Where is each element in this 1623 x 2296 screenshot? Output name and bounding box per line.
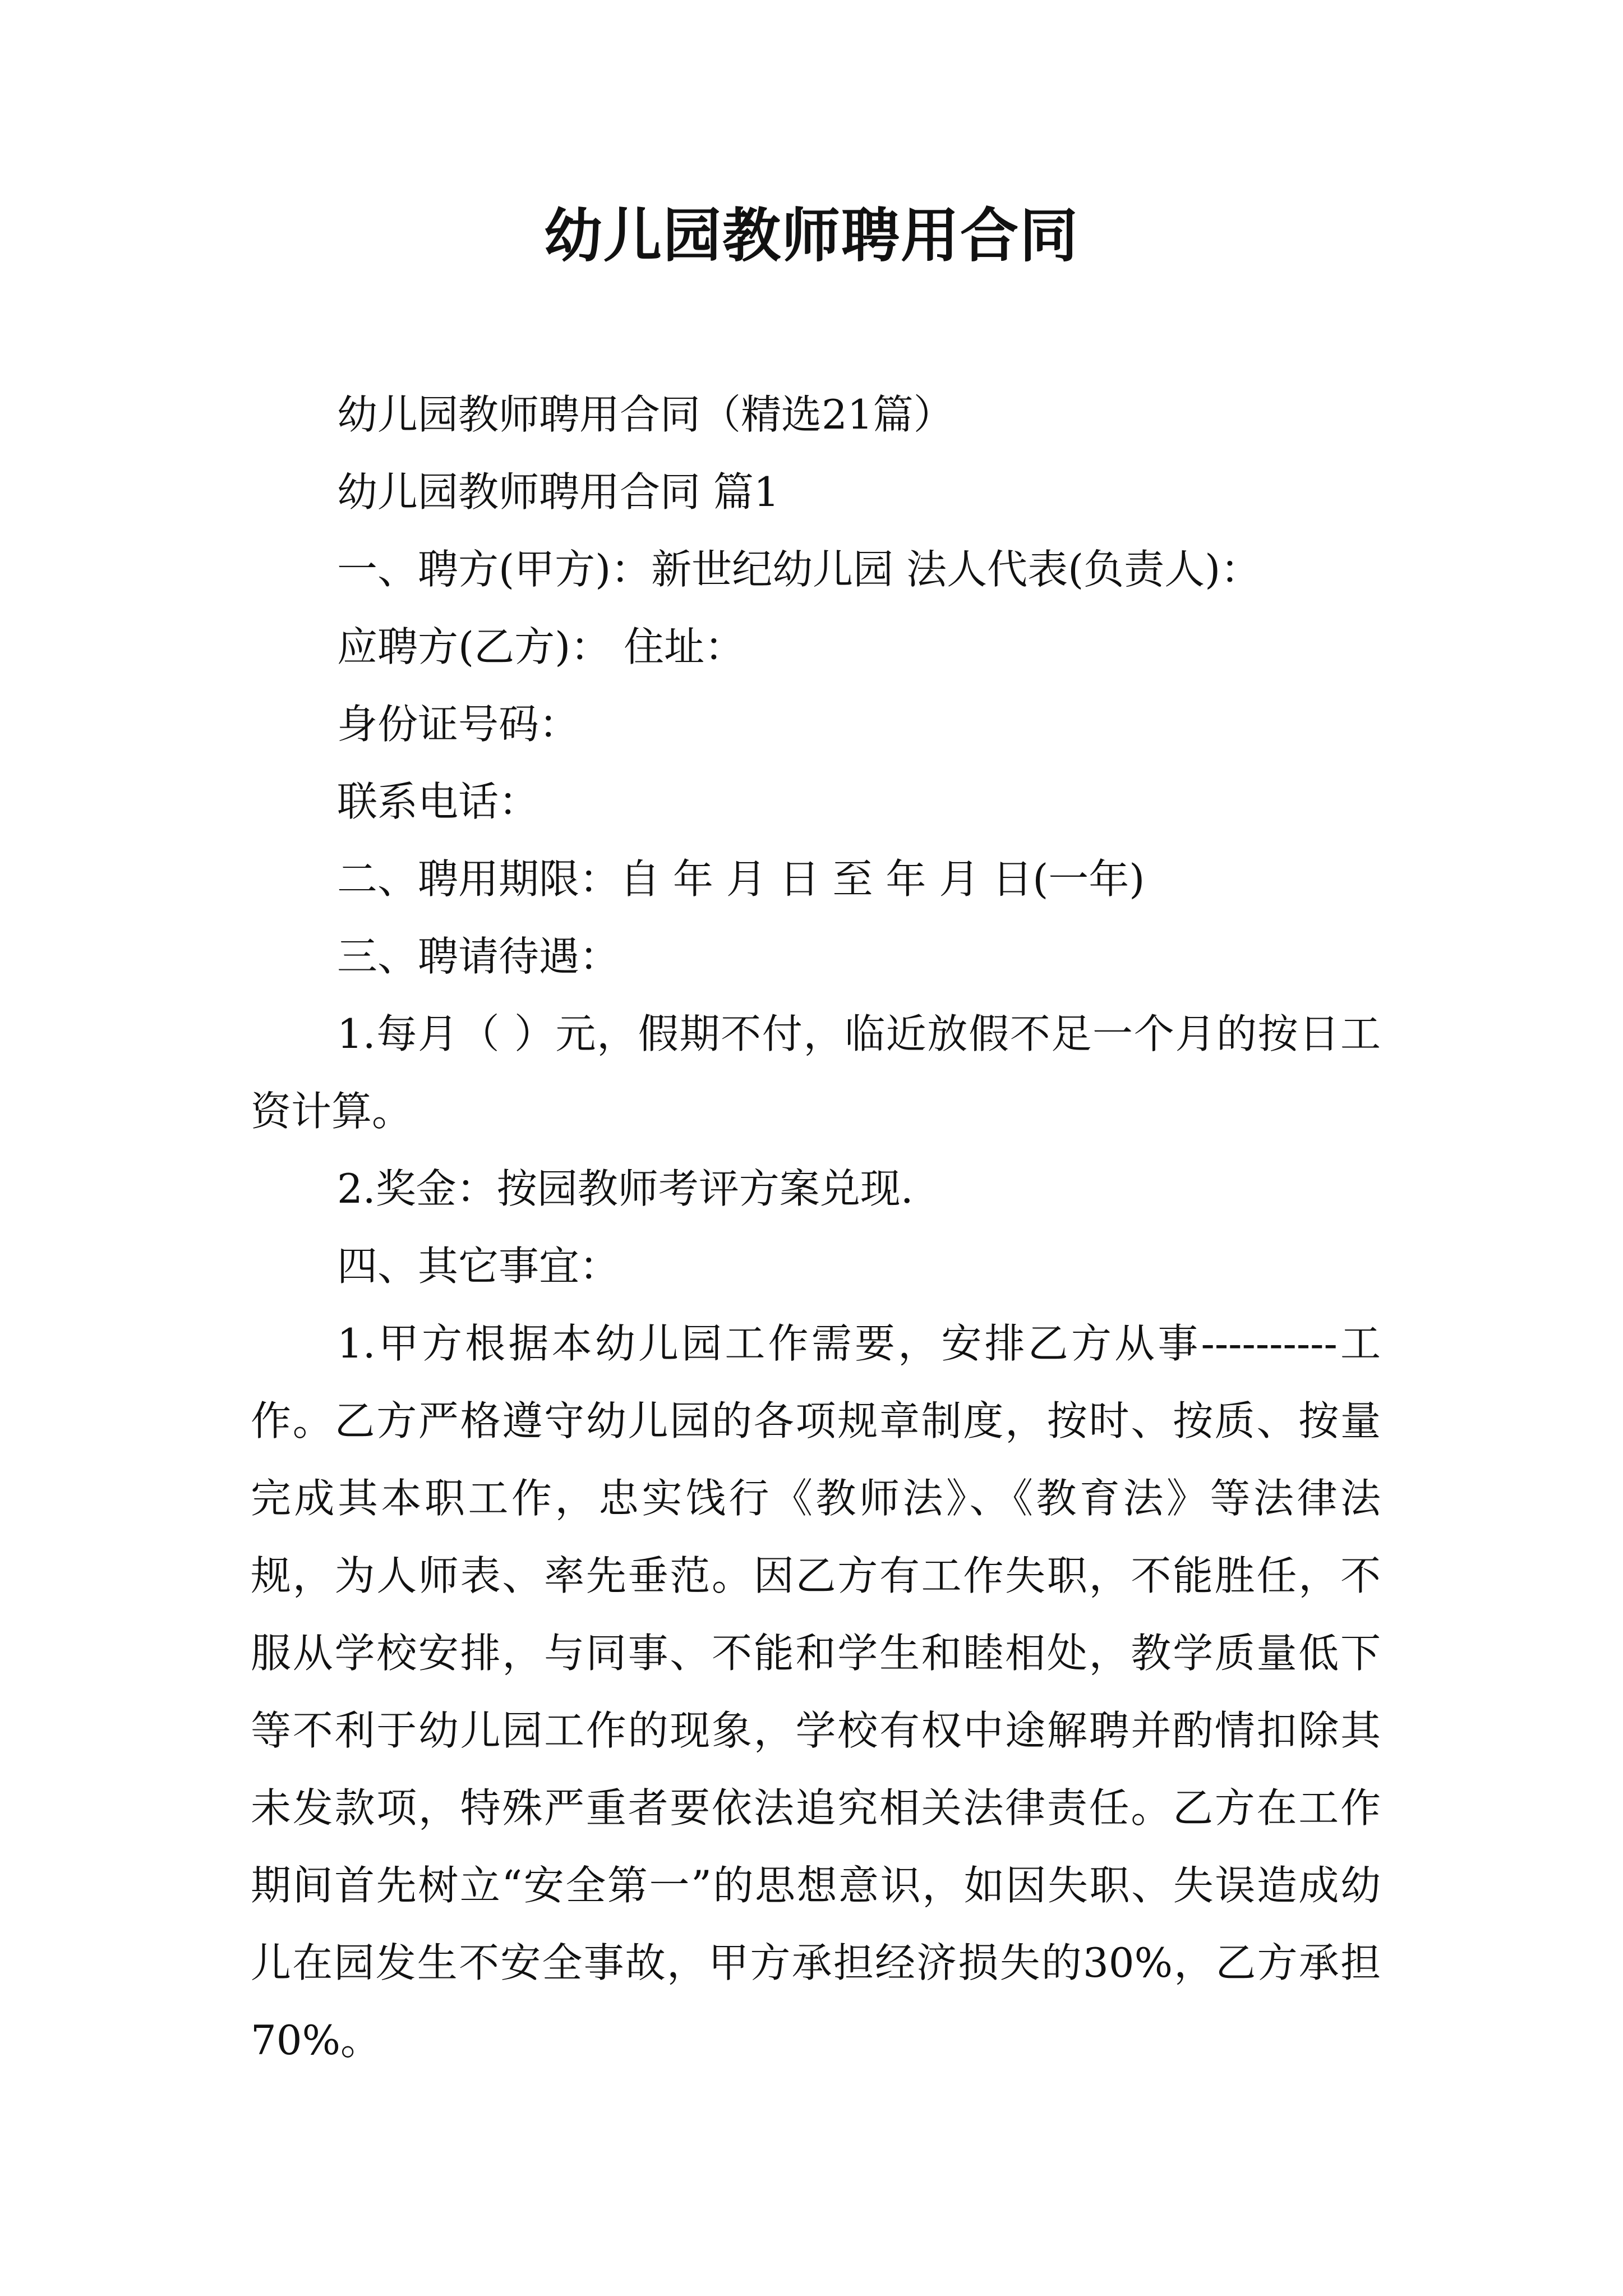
document-title: 幼儿园教师聘用合同 <box>543 201 1079 270</box>
treatment-heading: 三、聘请待遇： <box>337 933 620 980</box>
bonus-paragraph: 2.奖金：按园教师考评方案兑现. <box>337 1165 914 1212</box>
other-matters-heading: 四、其它事宜： <box>337 1243 620 1290</box>
term-line: 二、聘用期限：自 年 月 日 至 年 月 日(一年) <box>337 855 1145 903</box>
document-body <box>251 376 1381 2079</box>
salary-paragraph: 1.每月（ ）元，假期不付，临近放假不足一个月的按日工资计算。 <box>251 1010 1381 1135</box>
id-number-line: 身份证号码： <box>337 701 580 748</box>
section-heading: 幼儿园教师聘用合同 篇1 <box>337 468 780 516</box>
duties-paragraph: 1.甲方根据本幼儿园工作需要，安排乙方从事----------工作。乙方严格遵守幼儿园的各项规章制度，按时、按质、按量完成其本职工作，忠实饯行《教师法》、《教育法》等法律法规，为人师表、率先垂范。因乙方有工作失职，不能胜任，不服从学校安排，与同事、不能和学生和睦相处，教学质量低下等不利于幼儿园工作的现象，学校有权中途解聘并酌情扣除其未发款项，特殊严重者要依法追究相关法律责任。乙方在工作期间首先树立“安全第一”的思想意识，如因失职、失误造成幼儿在园发生不安全事故，甲方承担经济损失的30%，乙方承担70%。 <box>251 1320 1381 2064</box>
document-subtitle: 幼儿园教师聘用合同（精选21篇） <box>337 391 954 438</box>
party-b-line: 应聘方(乙方)： 住址： <box>337 623 745 670</box>
phone-line: 联系电话： <box>337 778 540 825</box>
party-a-line: 一、聘方(甲方)：新世纪幼儿园 法人代表(负责人)： <box>337 546 1261 593</box>
